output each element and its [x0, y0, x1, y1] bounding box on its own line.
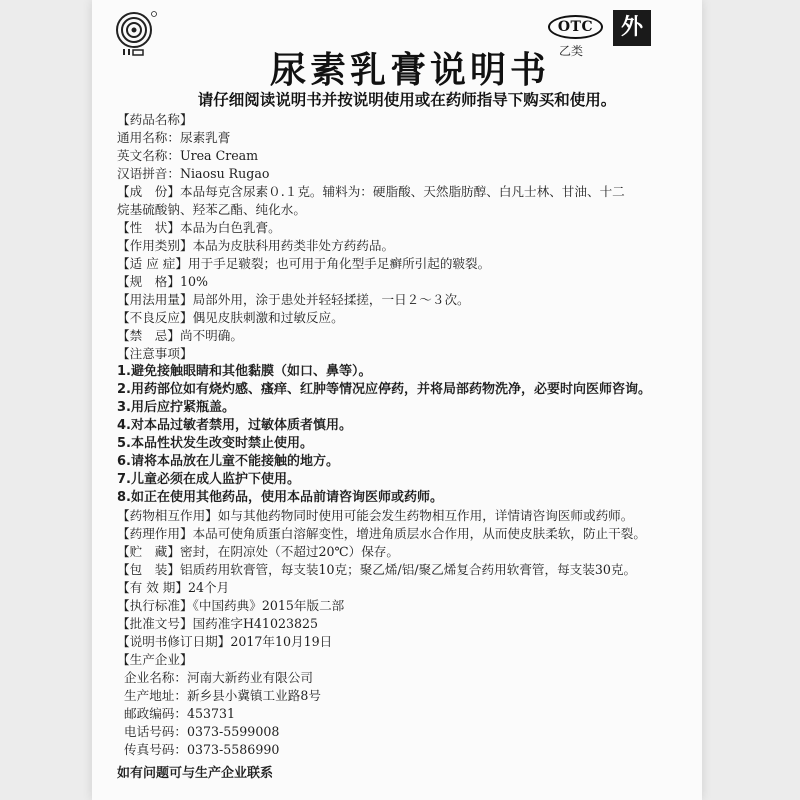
external-use-badge: 外	[613, 10, 651, 46]
precautions-heading: 【注意事项】	[117, 346, 193, 361]
description: 【性 状】本品为白色乳膏。	[117, 220, 281, 235]
manufacturer-postcode: 邮政编码：453731	[124, 706, 236, 721]
standard: 【执行标准】《中国药典》2015年版二部	[117, 598, 345, 613]
page-title: 尿素乳膏说明书	[269, 50, 550, 91]
precaution-item: 4.对本品过敏者禁用，过敏体质者慎用。	[117, 418, 352, 433]
manufacturer-company: 企业名称：河南大新药业有限公司	[124, 670, 313, 685]
validity: 【有 效 期】24个月	[117, 580, 230, 595]
contact-note: 如有问题可与生产企业联系	[117, 766, 274, 781]
composition-line-1: 【成 份】本品每克含尿素０.１克。辅料为：硬脂酸、天然脂肪醇、白凡士林、甘油、十二	[117, 184, 625, 199]
adverse-reactions: 【不良反应】偶见皮肤刺激和过敏反应。	[117, 310, 344, 325]
manufacturer-heading: 【生产企业】	[117, 652, 193, 667]
pharmacology: 【药理作用】本品可使角质蛋白溶解变性，增进角质层水合作用，从而使皮肤柔软，防止干裂。	[117, 526, 646, 541]
manufacturer-address: 生产地址：新乡县小冀镇工业路8号	[124, 688, 321, 703]
pinyin-name: 汉语拼音：Niaosu Rugao	[117, 166, 270, 181]
indications: 【适 应 症】用于手足皲裂；也可用于角化型手足癣所引起的皲裂。	[117, 256, 491, 271]
precaution-item: 5.本品性状发生改变时禁止使用。	[117, 436, 313, 451]
page-subtitle: 请仔细阅读说明书并按说明使用或在药师指导下购买和使用。	[197, 91, 617, 109]
packaging: 【包 装】铝质药用软膏管，每支装10克；聚乙烯/铝/聚乙烯复合药用软膏管，每支装30克。	[117, 562, 637, 577]
approval-number: 【批准文号】国药准字H41023825	[117, 616, 319, 631]
precaution-item: 7.儿童必须在成人监护下使用。	[117, 472, 300, 487]
otc-badge: OTC	[548, 15, 603, 39]
precaution-item: 6.请将本品放在儿童不能接触的地方。	[117, 454, 339, 469]
specification: 【规 格】10%	[117, 274, 208, 289]
precaution-item: 1.避免接触眼睛和其他黏膜（如口、鼻等）。	[117, 364, 372, 379]
usage: 【用法用量】局部外用，涂于患处并轻轻揉搓，一日２～３次。	[117, 292, 470, 307]
contraindications: 【禁 忌】尚不明确。	[117, 328, 243, 343]
composition-line-2: 烷基硫酸钠、羟苯乙酯、纯化水。	[117, 202, 306, 217]
english-name: 英文名称：Urea Cream	[117, 148, 259, 163]
drug-interactions: 【药物相互作用】如与其他药物同时使用可能会发生药物相互作用，详情请咨询医师或药师。	[117, 508, 634, 523]
precaution-item: 3.用后应拧紧瓶盖。	[117, 400, 235, 415]
generic-name: 通用名称：尿素乳膏	[117, 130, 231, 145]
category: 【作用类别】本品为皮肤科用药类非处方药药品。	[117, 238, 395, 253]
precaution-item: 8.如正在使用其他药品，使用本品前请咨询医师或药师。	[117, 490, 443, 505]
otc-class-label: 乙类	[559, 44, 584, 58]
manufacturer-phone: 电话号码：0373-5599008	[124, 724, 280, 739]
revision-date: 【说明书修订日期】2017年10月19日	[117, 634, 333, 649]
storage: 【贮 藏】密封，在阴凉处（不超过20℃）保存。	[117, 544, 399, 559]
precaution-item: 2.用药部位如有烧灼感、瘙痒、红肿等情况应停药，并将局部药物洗净，必要时向医师咨询。	[117, 382, 651, 397]
drug-name-heading: 【药品名称】	[117, 112, 193, 127]
manufacturer-fax: 传真号码：0373-5586990	[124, 742, 280, 757]
